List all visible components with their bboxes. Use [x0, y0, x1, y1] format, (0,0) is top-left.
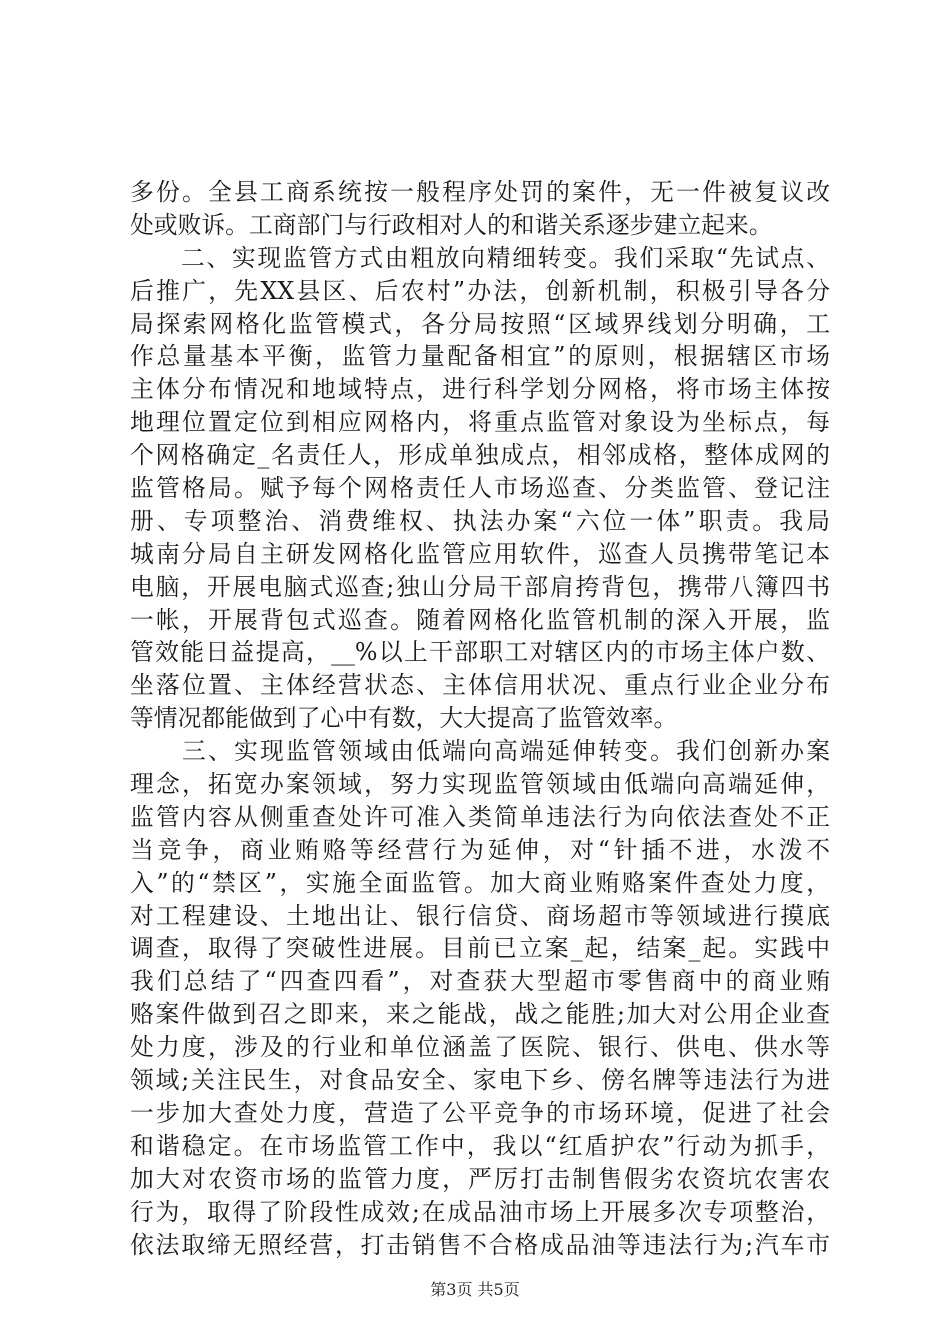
text-line: 三、实现监管领域由低端向高端延伸转变。我们创新办案: [130, 737, 830, 766]
text-line: 后推广，先XX县区、后农村”办法，创新机制，积极引导各分: [130, 276, 830, 305]
text-line: 主体分布情况和地域特点，进行科学划分网格，将市场主体按: [130, 375, 830, 404]
text-line: 作总量基本平衡，监管力量配备相宜”的原则，根据辖区市场: [130, 342, 830, 371]
text-line: 局探索网格化监管模式，各分局按照“区域界线划分明确，工: [130, 309, 830, 338]
document-body: [130, 176, 830, 1261]
text-line: 城南分局自主研发网格化监管应用软件，巡查人员携带笔记本: [130, 539, 830, 568]
text-line: 当竞争，商业贿赂等经营行为延伸，对“针插不进，水泼不: [130, 835, 830, 864]
text-line: 和谐稳定。在市场监管工作中，我以“红盾护农”行动为抓手，: [130, 1131, 830, 1160]
text-line: 对工程建设、土地出让、银行信贷、商场超市等领域进行摸底: [130, 901, 830, 930]
text-line: 行为，取得了阶段性成效;在成品油市场上开展多次专项整治，: [130, 1197, 830, 1226]
text-line: 电脑，开展电脑式巡查;独山分局干部肩挎背包，携带八簿四书: [130, 572, 830, 601]
text-line: 坐落位置、主体经营状态、主体信用状况、重点行业企业分布: [130, 671, 830, 700]
text-line: 调查，取得了突破性进展。目前已立案_起，结案_起。实践中: [130, 934, 830, 963]
text-line: 理念，拓宽办案领域，努力实现监管领域由低端向高端延伸，: [130, 770, 830, 799]
text-line: 赂案件做到召之即来，来之能战，战之能胜;加大对公用企业查: [130, 1000, 830, 1029]
text-line: 二、实现监管方式由粗放向精细转变。我们采取“先试点、: [130, 243, 830, 272]
text-line: 一帐，开展背包式巡查。随着网格化监管机制的深入开展，监: [130, 605, 830, 634]
text-line: 依法取缔无照经营，打击销售不合格成品油等违法行为;汽车市: [130, 1230, 830, 1259]
text-line: 处或败诉。工商部门与行政相对人的和谐关系逐步建立起来。: [130, 210, 773, 239]
text-line: 加大对农资市场的监管力度，严厉打击制售假劣农资坑农害农: [130, 1164, 830, 1193]
text-line: 监管内容从侧重查处许可准入类简单违法行为向依法查处不正: [130, 802, 830, 831]
text-line: 领域;关注民生，对食品安全、家电下乡、傍名牌等违法行为进: [130, 1066, 830, 1095]
text-line: 等情况都能做到了心中有数，大大提高了监管效率。: [130, 704, 678, 733]
text-line: 地理位置定位到相应网格内，将重点监管对象设为坐标点，每: [130, 408, 830, 437]
text-line: 册、专项整治、消费维权、执法办案“六位一体”职责。我局: [130, 506, 830, 535]
text-line: 个网格确定_名责任人，形成单独成点，相邻成格，整体成网的: [130, 441, 830, 470]
text-line: 入”的“禁区”，实施全面监管。加大商业贿赂案件查处力度，: [130, 868, 830, 897]
text-line: 管效能日益提高，__%以上干部职工对辖区内的市场主体户数、: [130, 638, 830, 667]
text-line: 监管格局。赋予每个网格责任人市场巡查、分类监管、登记注: [130, 474, 830, 503]
page-number-footer: 第3页 共5页: [430, 1280, 520, 1299]
text-line: 我们总结了“四查四看”，对查获大型超市零售商中的商业贿: [130, 967, 830, 996]
text-line: 一步加大查处力度，营造了公平竞争的市场环境，促进了社会: [130, 1098, 830, 1127]
text-line: 处力度，涉及的行业和单位涵盖了医院、银行、供电、供水等: [130, 1033, 830, 1062]
text-line: 多份。全县工商系统按一般程序处罚的案件，无一件被复议改: [130, 178, 830, 206]
